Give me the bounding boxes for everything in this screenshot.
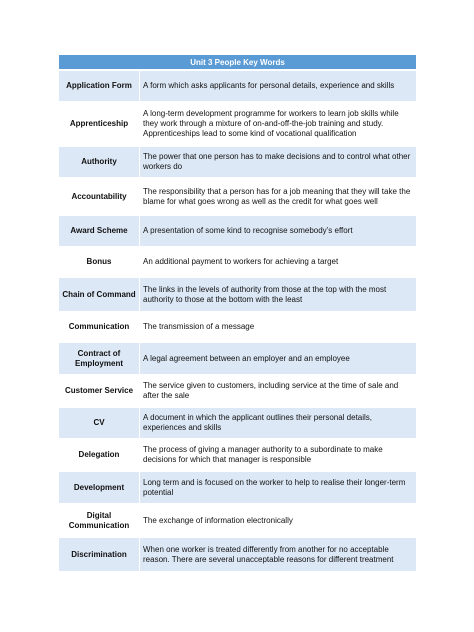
key-word-term: Digital Communication xyxy=(59,505,139,536)
key-word-term: Authority xyxy=(59,147,139,177)
key-word-term: Communication xyxy=(59,313,139,341)
key-word-term: Delegation xyxy=(59,440,139,470)
key-word-definition: A form which asks applicants for personal details, experience and skills xyxy=(140,71,416,101)
key-word-definition: The responsibility that a person has for a job meaning that they will take the blame for what goes wrong as well as the credit for what goes well xyxy=(140,179,416,214)
key-word-definition: The power that one person has to make decisions and to control what other workers do xyxy=(140,147,416,177)
table-row xyxy=(59,216,416,246)
table-row xyxy=(59,408,416,438)
key-word-definition: A presentation of some kind to recognise somebody’s effort xyxy=(140,216,416,246)
key-word-definition: The process of giving a manager authority to a subordinate to make decisions for which that manager is responsible xyxy=(140,440,416,470)
key-word-definition: When one worker is treated differently from another for no acceptable reason. There are several unacceptable reasons for different treatment xyxy=(140,538,416,571)
table-row xyxy=(59,248,416,276)
table-row xyxy=(59,179,416,214)
table-row xyxy=(59,313,416,341)
table-row xyxy=(59,278,416,311)
key-word-term: Accountability xyxy=(59,179,139,214)
table-header-row xyxy=(59,55,416,69)
table-row xyxy=(59,343,416,374)
key-word-definition: A document in which the applicant outlines their personal details, experiences and skills xyxy=(140,408,416,438)
table-row xyxy=(59,505,416,536)
key-word-term: Chain of Command xyxy=(59,278,139,311)
key-word-definition: The exchange of information electronically xyxy=(140,505,416,536)
table-row xyxy=(59,472,416,503)
key-word-term: CV xyxy=(59,408,139,438)
key-word-definition: The service given to customers, including service at the time of sale and after the sale xyxy=(140,376,416,406)
key-word-term: Customer Service xyxy=(59,376,139,406)
table-row xyxy=(59,538,416,571)
key-word-definition: A long-term development programme for workers to learn job skills while they work through a mixture of on-and-off-the-job training and study. Apprenticeships lead to some kind of vocational qualification xyxy=(140,103,416,145)
key-word-term: Contract of Employment xyxy=(59,343,139,374)
key-word-term: Bonus xyxy=(59,248,139,276)
key-word-term: Application Form xyxy=(59,71,139,101)
key-word-definition: The links in the levels of authority from those at the top with the most authority to those at the bottom with the least xyxy=(140,278,416,311)
table-row xyxy=(59,103,416,145)
key-word-definition: An additional payment to workers for achieving a target xyxy=(140,248,416,276)
key-words-table xyxy=(58,53,417,573)
table-row xyxy=(59,440,416,470)
key-word-term: Discrimination xyxy=(59,538,139,571)
key-word-definition: The transmission of a message xyxy=(140,313,416,341)
table-row xyxy=(59,147,416,177)
key-word-definition: A legal agreement between an employer and an employee xyxy=(140,343,416,374)
key-word-term: Development xyxy=(59,472,139,503)
key-word-definition: Long term and is focused on the worker to help to realise their longer-term potential xyxy=(140,472,416,503)
key-word-term: Apprenticeship xyxy=(59,103,139,145)
table-row xyxy=(59,376,416,406)
table-row xyxy=(59,71,416,101)
key-word-term: Award Scheme xyxy=(59,216,139,246)
table-title: Unit 3 People Key Words xyxy=(59,55,416,69)
